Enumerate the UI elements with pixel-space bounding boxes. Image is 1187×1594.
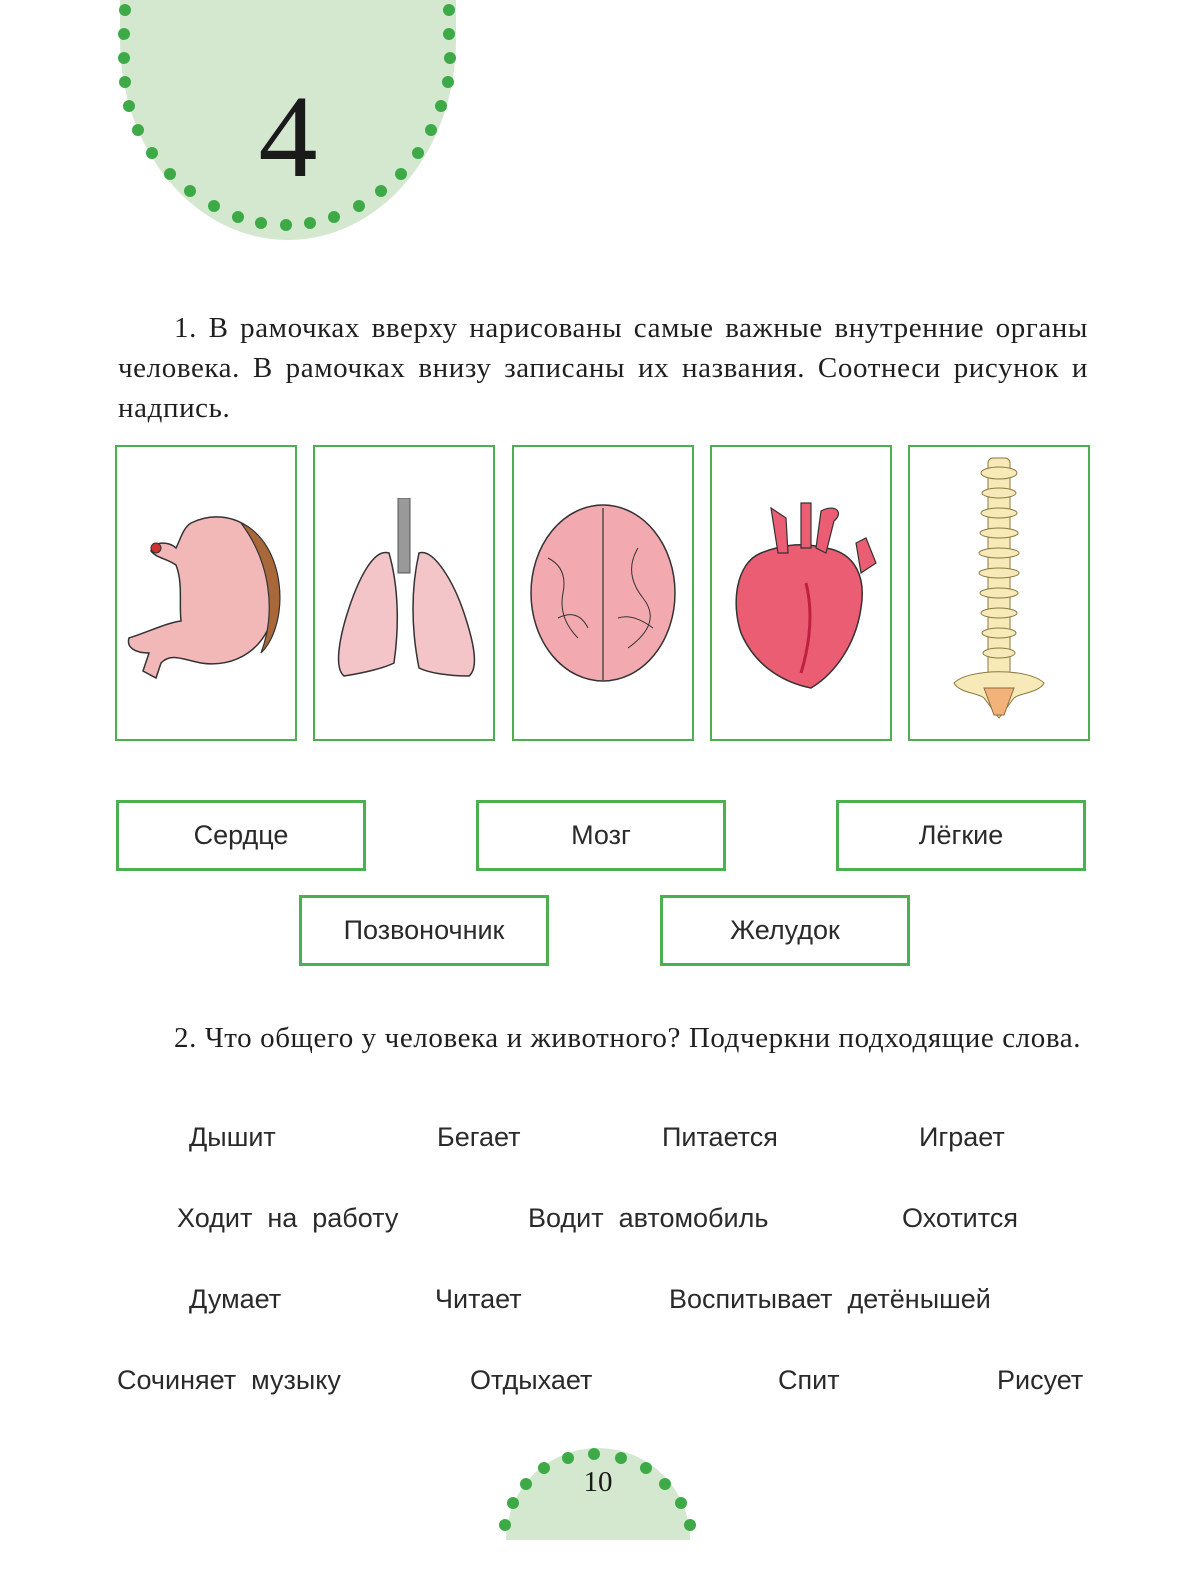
word-option[interactable]: Воспитывает детёнышей [669,1284,991,1314]
organ-image-row [115,445,1090,745]
brain-illustration-icon [518,498,688,688]
word-option[interactable]: Играет [919,1122,1005,1152]
task-2-text: Что общего у человека и животного? Подчеркни подходящие слова. [204,1022,1082,1054]
word-option[interactable]: Бегает [437,1122,521,1152]
word-option[interactable]: Дышит [189,1122,276,1152]
page-number: 10 [583,1466,613,1498]
chapter-number: 4 [258,71,318,202]
word-option[interactable]: Думает [189,1284,282,1314]
label-heart[interactable]: Сердце [116,800,366,871]
page-number-badge [498,1440,698,1540]
word-option[interactable]: Рисует [997,1365,1084,1395]
task-1-instructions [118,308,1088,428]
task-2-instructions [118,1018,1088,1058]
label-brain[interactable]: Мозг [476,800,726,871]
word-option[interactable]: Отдыхает [470,1365,593,1395]
word-option[interactable]: Читает [435,1284,522,1314]
word-option[interactable]: Охотится [902,1203,1018,1233]
organ-card-heart[interactable] [710,445,892,741]
task-1-number: 1. [174,312,197,344]
label-stomach[interactable]: Желудок [660,895,910,966]
lungs-illustration-icon [319,498,489,688]
word-option[interactable]: Ходит на работу [177,1203,399,1233]
word-option[interactable]: Питается [662,1122,778,1152]
spine-illustration-icon [944,453,1054,733]
organ-card-lungs[interactable] [313,445,495,741]
stomach-illustration-icon [121,503,291,683]
chapter-badge [118,0,458,248]
heart-illustration-icon [716,493,886,693]
label-lungs[interactable]: Лёгкие [836,800,1086,871]
label-spine[interactable]: Позвоночник [299,895,549,966]
task-1-text: В рамочках вверху нарисованы самые важные внутренние органы человека. В рамочках внизу записаны их названия. Соотнеси рисунок и надпись. [118,312,1089,424]
organ-card-brain[interactable] [512,445,694,741]
organ-card-stomach[interactable] [115,445,297,741]
word-option[interactable]: Водит автомобиль [528,1203,769,1233]
task-2-number: 2. [174,1022,197,1054]
organ-card-spine[interactable] [908,445,1090,741]
word-option[interactable]: Спит [778,1365,840,1395]
word-option[interactable]: Сочиняет музыку [117,1365,341,1395]
